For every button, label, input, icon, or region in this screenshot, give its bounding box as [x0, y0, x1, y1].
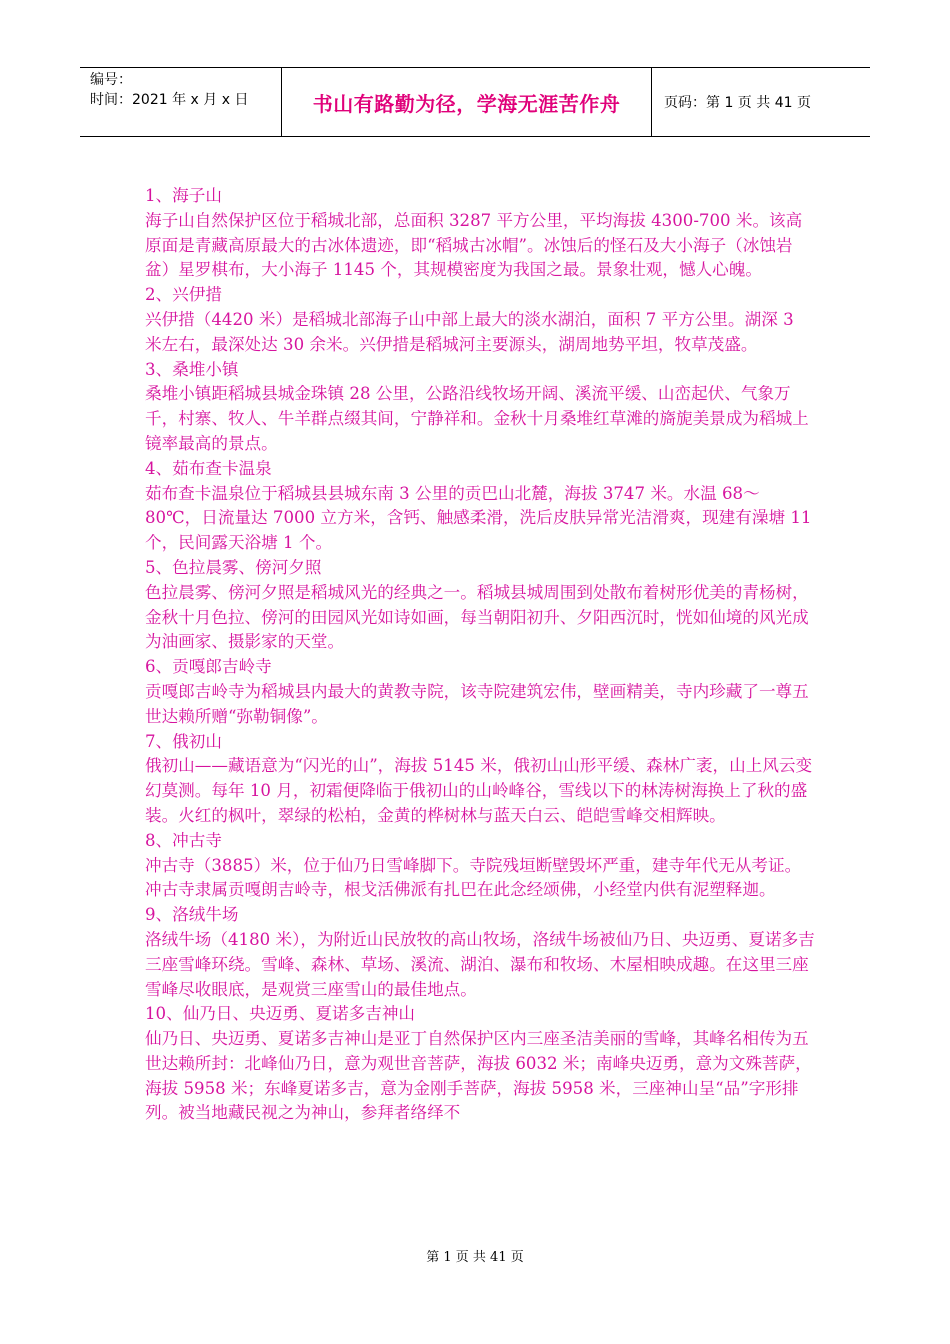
header-motto: 书山有路勤为径，学海无涯苦作舟 [282, 68, 652, 136]
section-body: 仙乃日、央迈勇、夏诺多吉神山是亚丁自然保护区内三座圣洁美丽的雪峰，其峰名相传为五世达赖所封：北峰仙乃日，意为观世音菩萨，海拔 6032 米；南峰央迈勇，意为文殊菩萨，海拔 5958 米；东峰夏诺多吉，意为金刚手菩萨，海拔 5958 米，三座神山呈“品”字形排列。被当地藏民视之为神山，参拜者络绎不 [145, 1029, 812, 1123]
document-body [145, 184, 815, 1126]
section-body: 洛绒牛场（4180 米），为附近山民放牧的高山牧场，洛绒牛场被仙乃日、央迈勇、夏诺多吉三座雪峰环绕。雪峰、森林、草场、溪流、湖泊、瀑布和牧场、木屋相映成趣。在这里三座雪峰尽收眼底，是观赏三座雪山的最佳地点。 [145, 929, 815, 999]
section-title: 3、桑堆小镇 [145, 359, 239, 379]
section-title: 5、色拉晨雾、傍河夕照 [145, 557, 322, 577]
section-body: 兴伊措（4420 米）是稻城北部海子山中部上最大的淡水湖泊，面积 7 平方公里。湖深 3 米左右，最深处达 30 余米。兴伊措是稻城河主要源头，湖周地势平坦，牧草茂盛。 [145, 309, 794, 354]
section-body: 贡嘎郎吉岭寺为稻城县内最大的黄教寺院，该寺院建筑宏伟，壁画精美，寺内珍藏了一尊五世达赖所赠“弥勒铜像”。 [145, 681, 809, 726]
page-footer: 第 1 页 共 41 页 [426, 1250, 524, 1265]
header-meta [80, 68, 282, 136]
section-title: 8、冲古寺 [145, 830, 222, 850]
section-body: 色拉晨雾、傍河夕照是稻城风光的经典之一。稻城县城周围到处散布着树形优美的青杨树，金秋十月色拉、傍河的田园风光如诗如画，每当朝阳初升、夕阳西沉时，恍如仙境的风光成为油画家、摄影家的天堂。 [145, 582, 809, 652]
section-title: 4、茹布查卡温泉 [145, 458, 272, 478]
number-label: 编号： [90, 72, 132, 88]
section-body: 桑堆小镇距稻城县城金珠镇 28 公里，公路沿线牧场开阔、溪流平缓、山峦起伏、气象万千，村寨、牧人、牛羊群点缀其间，宁静祥和。金秋十月桑堆红草滩的旖旎美景成为稻城上镜率最高的景点。 [145, 384, 809, 453]
section-title: 7、俄初山 [145, 731, 222, 751]
section-body: 冲古寺（3885）米，位于仙乃日雪峰脚下。寺院残垣断壁毁坏严重，建寺年代无从考证。冲古寺隶属贡嘎朗吉岭寺，根戈活佛派有扎巴在此念经颂佛，小经堂内供有泥塑释迦。 [145, 855, 802, 900]
section-body: 俄初山——藏语意为“闪光的山”，海拔 5145 米，俄初山山形平缓、森林广袤，山上风云变幻莫测。每年 10 月，初霜便降临于俄初山的山岭峰谷，雪线以下的林涛树海换上了秋的盛装。火红的枫叶，翠绿的松柏，金黄的桦树林与蓝天白云、皑皑雪峰交相辉映。 [145, 756, 813, 825]
section-body: 茹布查卡温泉位于稻城县县城东南 3 公里的贡巴山北麓，海拔 3747 米。水温 68～80℃，日流量达 7000 立方米，含钙、触感柔滑，洗后皮肤异常光洁滑爽，现建有澡塘 11 个，民间露天浴塘 1 个。 [145, 483, 812, 553]
section-body: 海子山自然保护区位于稻城北部，总面积 3287 平方公里，平均海拔 4300-700 米。该高原面是青藏高原最大的古冰体遗迹，即“稻城古冰帽”。冰蚀后的怪石及大小海子（冰蚀岩盆）星罗棋布，大小海子 1145 个，其规模密度为我国之最。景象壮观，憾人心魄。 [145, 210, 803, 280]
header-page-info: 页码：第 1 页 共 41 页 [664, 95, 811, 111]
page-header [80, 67, 870, 137]
section-title: 2、兴伊措 [145, 285, 222, 305]
section-title: 6、贡嘎郎吉岭寺 [145, 657, 272, 677]
section-title: 10、仙乃日、央迈勇、夏诺多吉神山 [145, 1004, 416, 1024]
section-title: 1、海子山 [145, 186, 222, 205]
section-title: 9、洛绒牛场 [145, 905, 239, 925]
time-label: 时间：2021 年 x 月 x 日 [90, 92, 249, 108]
